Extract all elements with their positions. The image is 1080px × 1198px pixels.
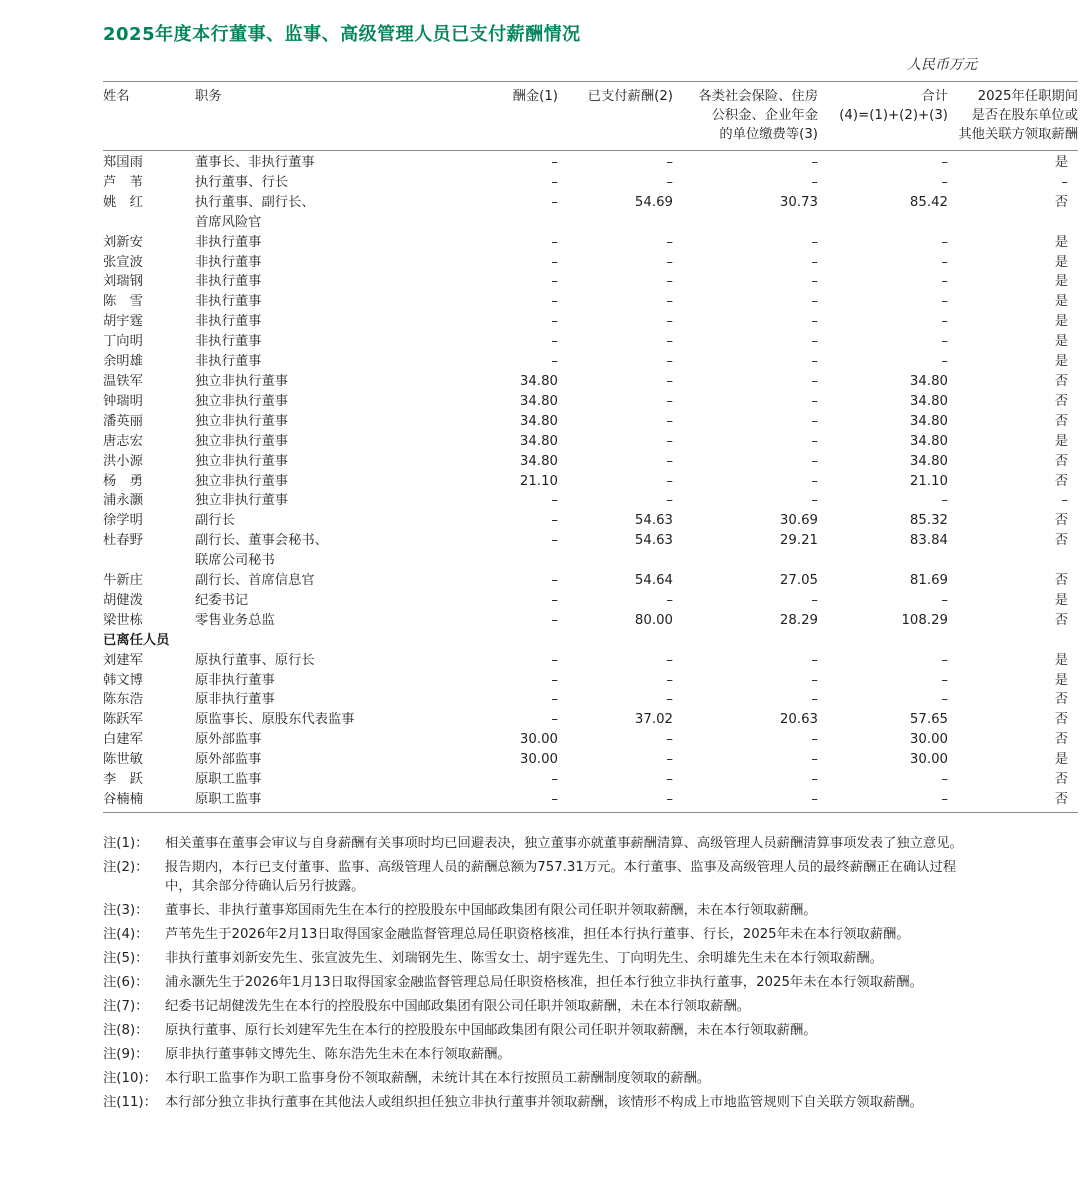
footnote <box>103 901 978 920</box>
cell-shareholder: 否 <box>1054 393 1068 409</box>
cell-name: 陈世敏 <box>103 752 143 768</box>
header-shareholder: 2025年任职期间 是否在股东单位或 其他关联方领取薪酬 <box>958 89 1078 142</box>
cell-fee: – <box>551 612 558 628</box>
footnote-label: 注(11)： <box>103 1095 157 1110</box>
cell-role: 独立非执行董事 <box>195 413 289 429</box>
table-row <box>103 491 1078 511</box>
table-row <box>103 671 1078 691</box>
cell-name: 丁向明 <box>103 334 143 350</box>
table-row <box>103 233 1078 253</box>
footnote-label: 注(5)： <box>103 951 149 966</box>
cell-role: 原非执行董事 <box>195 672 275 688</box>
cell-insurance: – <box>811 652 818 668</box>
currency-unit: 人民币万元 <box>907 57 977 73</box>
table-row <box>103 511 1078 531</box>
cell-name: 钟瑞明 <box>103 393 143 409</box>
table-row <box>103 352 1078 372</box>
cell-fee: 30.00 <box>519 732 558 748</box>
footnote <box>103 834 978 853</box>
cell-total: – <box>941 274 948 290</box>
table-row <box>103 272 1078 292</box>
cell-insurance: – <box>811 314 818 330</box>
cell-role: 独立非执行董事 <box>195 493 289 509</box>
cell-fee: – <box>551 772 558 788</box>
cell-name: 杜春野 <box>103 533 143 549</box>
cell-total: – <box>941 294 948 310</box>
cell-paid: – <box>666 493 673 509</box>
cell-shareholder: 否 <box>1054 453 1068 469</box>
table-row <box>103 292 1078 312</box>
footnote-label: 注(10)： <box>103 1071 157 1086</box>
cell-total: – <box>941 592 948 608</box>
cell-shareholder: 否 <box>1054 712 1068 728</box>
cell-shareholder: 是 <box>1054 254 1068 270</box>
section-label: 已离任人员 <box>103 632 170 648</box>
cell-total: – <box>941 254 948 270</box>
cell-fee: – <box>551 712 558 728</box>
table-row <box>103 730 1078 750</box>
footnote <box>103 1069 978 1088</box>
cell-name: 梁世栋 <box>103 612 143 628</box>
cell-name: 徐学明 <box>103 513 143 529</box>
cell-role: 执行董事、行长 <box>195 174 289 190</box>
footnote-text: 本行职工监事作为职工监事身份不领取薪酬，未统计其在本行按照员工薪酬制度领取的薪酬。 <box>165 1071 711 1086</box>
cell-role: 原非执行董事 <box>195 692 275 708</box>
cell-paid: – <box>666 314 673 330</box>
footnote <box>103 997 978 1016</box>
cell-role: 独立非执行董事 <box>195 373 289 389</box>
cell-total: – <box>941 692 948 708</box>
footnote-label: 注(8)： <box>103 1023 149 1038</box>
footnote <box>103 1021 978 1040</box>
cell-insurance: – <box>811 692 818 708</box>
cell-paid: – <box>666 592 673 608</box>
cell-total: 57.65 <box>909 712 948 728</box>
cell-paid: – <box>666 373 673 389</box>
cell-total: 34.80 <box>909 413 948 429</box>
cell-total: 34.80 <box>909 433 948 449</box>
header-fee: 酬金(1) <box>512 89 558 104</box>
cell-insurance: – <box>811 732 818 748</box>
cell-paid: – <box>666 692 673 708</box>
cell-paid: – <box>666 672 673 688</box>
cell-insurance: 30.73 <box>779 194 818 210</box>
cell-role: 独立非执行董事 <box>195 453 289 469</box>
footnote-label: 注(2)： <box>103 860 149 875</box>
cell-fee: – <box>551 274 558 290</box>
cell-name: 温铁军 <box>103 373 143 389</box>
cell-paid: 54.69 <box>634 194 673 210</box>
cell-shareholder: 否 <box>1054 373 1068 389</box>
cell-paid: – <box>666 254 673 270</box>
table-row <box>103 591 1078 611</box>
cell-shareholder: 是 <box>1054 274 1068 290</box>
cell-paid: 54.63 <box>634 513 673 529</box>
cell-shareholder: 是 <box>1054 672 1068 688</box>
table-row <box>103 432 1078 452</box>
cell-shareholder: 是 <box>1054 652 1068 668</box>
cell-name: 陈跃军 <box>103 712 143 728</box>
cell-shareholder: 否 <box>1054 792 1068 807</box>
footnote-text: 董事长、非执行董事郑国雨先生在本行的控股股东中国邮政集团有限公司任职并领取薪酬，未在本行领取薪酬。 <box>165 903 817 918</box>
cell-paid: – <box>666 174 673 190</box>
cell-total: – <box>941 334 948 350</box>
cell-shareholder: 是 <box>1054 752 1068 768</box>
cell-name: 李 跃 <box>103 772 143 788</box>
footnote <box>103 1093 978 1112</box>
table-row <box>103 193 1078 233</box>
cell-paid: – <box>666 453 673 469</box>
cell-role: 原监事长、原股东代表监事 <box>195 712 355 728</box>
footnote <box>103 973 978 992</box>
table-row <box>103 790 1078 812</box>
table-row <box>103 651 1078 671</box>
page-title: 2025年度本行董事、监事、高级管理人员已支付薪酬情况 <box>103 24 581 45</box>
cell-paid: 54.63 <box>634 533 673 549</box>
cell-name: 姚 红 <box>103 194 143 210</box>
cell-fee: – <box>551 254 558 270</box>
table-row <box>103 452 1078 472</box>
cell-insurance: – <box>811 234 818 250</box>
cell-insurance: – <box>811 772 818 788</box>
cell-insurance: – <box>811 493 818 509</box>
cell-insurance: – <box>811 354 818 370</box>
cell-role: 独立非执行董事 <box>195 393 289 409</box>
cell-name: 余明雄 <box>103 354 143 370</box>
cell-name: 牛新庄 <box>103 573 143 589</box>
cell-role: 原职工监事 <box>195 772 262 788</box>
cell-paid: – <box>666 752 673 768</box>
cell-insurance: 28.29 <box>779 612 818 628</box>
table-row <box>103 253 1078 273</box>
cell-total: 108.29 <box>901 612 948 628</box>
cell-shareholder: 否 <box>1054 194 1068 210</box>
cell-total: – <box>941 493 948 509</box>
footnote-label: 注(6)： <box>103 975 149 990</box>
cell-role: 原外部监事 <box>195 752 262 768</box>
cell-paid: – <box>666 473 673 489</box>
footnote <box>103 925 978 944</box>
table-row <box>103 690 1078 710</box>
cell-shareholder: 是 <box>1054 354 1068 370</box>
cell-role: 原职工监事 <box>195 792 262 807</box>
cell-paid: – <box>666 413 673 429</box>
cell-name: 陈 雪 <box>103 294 143 310</box>
cell-fee: – <box>551 294 558 310</box>
cell-fee: 34.80 <box>519 433 558 449</box>
footnote <box>103 949 978 968</box>
footnote-label: 注(3)： <box>103 903 149 918</box>
cell-total: 30.00 <box>909 752 948 768</box>
cell-fee: – <box>551 314 558 330</box>
cell-insurance: – <box>811 174 818 190</box>
footnote-text: 纪委书记胡健泼先生在本行的控股股东中国邮政集团有限公司任职并领取薪酬，未在本行领取薪酬。 <box>165 999 751 1014</box>
cell-paid: – <box>666 234 673 250</box>
footnote <box>103 858 978 896</box>
cell-insurance: – <box>811 752 818 768</box>
cell-fee: – <box>551 155 558 170</box>
cell-insurance: 27.05 <box>779 573 818 589</box>
cell-shareholder: 否 <box>1054 413 1068 429</box>
cell-fee: – <box>551 573 558 589</box>
cell-shareholder: – <box>1061 493 1068 509</box>
cell-shareholder: 否 <box>1054 612 1068 628</box>
table-row <box>103 472 1078 492</box>
cell-role: 非执行董事 <box>195 254 262 270</box>
footnote-text: 芦苇先生于2026年2月13日取得国家金融监督管理总局任职资格核准，担任本行执行董事、行长，2025年未在本行领取薪酬。 <box>165 927 910 942</box>
table-row <box>103 770 1078 790</box>
cell-total: – <box>941 652 948 668</box>
cell-total: 21.10 <box>909 473 948 489</box>
cell-name: 浦永灏 <box>103 493 143 509</box>
header-insurance: 各类社会保险、住房 公积金、企业年金 的单位缴费等(3) <box>698 89 818 142</box>
footnotes <box>103 834 978 1117</box>
table-header-row <box>103 82 1078 151</box>
table-row <box>103 571 1078 591</box>
cell-fee: – <box>551 174 558 190</box>
cell-fee: – <box>551 692 558 708</box>
table-row <box>103 611 1078 631</box>
cell-shareholder: 否 <box>1054 573 1068 589</box>
table-row <box>103 151 1078 173</box>
cell-name: 刘瑞钢 <box>103 274 143 290</box>
cell-fee: 34.80 <box>519 453 558 469</box>
cell-insurance: 29.21 <box>779 533 818 549</box>
footnote-label: 注(1)： <box>103 836 149 851</box>
cell-fee: – <box>551 792 558 807</box>
cell-insurance: – <box>811 433 818 449</box>
table-row <box>103 173 1078 193</box>
cell-paid: – <box>666 274 673 290</box>
cell-fee: – <box>551 533 558 549</box>
cell-fee: 34.80 <box>519 413 558 429</box>
cell-total: 34.80 <box>909 453 948 469</box>
cell-fee: – <box>551 354 558 370</box>
table-row <box>103 372 1078 392</box>
footnote-label: 注(9)： <box>103 1047 149 1062</box>
cell-paid: – <box>666 772 673 788</box>
cell-paid: – <box>666 393 673 409</box>
cell-paid: – <box>666 294 673 310</box>
cell-total: 85.42 <box>909 194 948 210</box>
cell-fee: – <box>551 672 558 688</box>
cell-role: 非执行董事 <box>195 354 262 370</box>
cell-total: – <box>941 792 948 807</box>
cell-insurance: – <box>811 334 818 350</box>
footnote <box>103 1045 978 1064</box>
footnote-text: 浦永灏先生于2026年1月13日取得国家金融监督管理总局任职资格核准，担任本行独立非执行董事，2025年未在本行领取薪酬。 <box>165 975 923 990</box>
table-row <box>103 332 1078 352</box>
cell-role: 零售业务总监 <box>195 612 275 628</box>
cell-insurance: – <box>811 254 818 270</box>
cell-shareholder: 是 <box>1054 314 1068 330</box>
cell-shareholder: 否 <box>1054 772 1068 788</box>
cell-insurance: – <box>811 274 818 290</box>
cell-name: 白建军 <box>103 732 143 748</box>
cell-name: 刘新安 <box>103 234 143 250</box>
cell-name: 张宣波 <box>103 254 143 270</box>
cell-role: 纪委书记 <box>195 592 249 608</box>
cell-paid: – <box>666 732 673 748</box>
cell-fee: 34.80 <box>519 373 558 389</box>
cell-name: 郑国雨 <box>103 155 143 170</box>
cell-shareholder: 否 <box>1054 533 1068 549</box>
footnote-text: 相关董事在董事会审议与自身薪酬有关事项时均已回避表决，独立董事亦就董事薪酬清算、高级管理人员薪酬清算事项发表了独立意见。 <box>165 836 963 851</box>
cell-shareholder: 是 <box>1054 155 1068 170</box>
cell-role: 副行长 <box>195 513 235 529</box>
table-row <box>103 531 1078 571</box>
cell-insurance: 20.63 <box>779 712 818 728</box>
cell-shareholder: – <box>1061 174 1068 190</box>
cell-insurance: – <box>811 672 818 688</box>
section-row <box>103 631 1078 651</box>
cell-paid: 37.02 <box>634 712 673 728</box>
cell-total: 83.84 <box>909 533 948 549</box>
cell-paid: – <box>666 354 673 370</box>
cell-insurance: – <box>811 294 818 310</box>
cell-shareholder: 否 <box>1054 692 1068 708</box>
cell-total: – <box>941 354 948 370</box>
cell-insurance: – <box>811 792 818 807</box>
cell-role: 独立非执行董事 <box>195 473 289 489</box>
cell-total: – <box>941 772 948 788</box>
cell-role: 非执行董事 <box>195 274 262 290</box>
cell-fee: – <box>551 194 558 210</box>
table-row <box>103 710 1078 730</box>
cell-shareholder: 否 <box>1054 473 1068 489</box>
header-role: 职务 <box>195 89 222 104</box>
cell-paid: – <box>666 652 673 668</box>
cell-insurance: – <box>811 592 818 608</box>
cell-fee: 21.10 <box>519 473 558 489</box>
cell-name: 潘英丽 <box>103 413 143 429</box>
cell-fee: – <box>551 513 558 529</box>
cell-total: – <box>941 174 948 190</box>
cell-role: 非执行董事 <box>195 294 262 310</box>
cell-shareholder: 是 <box>1054 294 1068 310</box>
cell-shareholder: 是 <box>1054 592 1068 608</box>
cell-name: 陈东浩 <box>103 692 143 708</box>
table-body <box>103 151 1078 813</box>
cell-total: 85.32 <box>909 513 948 529</box>
cell-name: 洪小源 <box>103 453 143 469</box>
cell-insurance: – <box>811 453 818 469</box>
header-paid: 已支付薪酬(2) <box>587 89 673 104</box>
cell-name: 胡宇霆 <box>103 314 143 330</box>
footnote-text: 报告期内，本行已支付董事、监事、高级管理人员的薪酬总额为757.31万元。本行董事、监事及高级管理人员的最终薪酬正在确认过程中，其余部分待确认后另行披露。 <box>165 860 957 894</box>
cell-name: 唐志宏 <box>103 433 143 449</box>
cell-shareholder: 否 <box>1054 732 1068 748</box>
cell-fee: – <box>551 592 558 608</box>
cell-role: 董事长、非执行董事 <box>195 155 315 170</box>
cell-shareholder: 是 <box>1054 234 1068 250</box>
cell-total: 81.69 <box>909 573 948 589</box>
cell-total: 34.80 <box>909 393 948 409</box>
cell-paid: – <box>666 433 673 449</box>
cell-insurance: – <box>811 473 818 489</box>
cell-insurance: – <box>811 393 818 409</box>
cell-fee: – <box>551 234 558 250</box>
table-row <box>103 750 1078 770</box>
footnote-label: 注(7)： <box>103 999 149 1014</box>
cell-insurance: – <box>811 155 818 170</box>
cell-fee: 30.00 <box>519 752 558 768</box>
cell-insurance: 30.69 <box>779 513 818 529</box>
header-total: 合计 (4)=(1)+(2)+(3) <box>839 89 948 123</box>
cell-paid: – <box>666 155 673 170</box>
cell-total: – <box>941 314 948 330</box>
cell-shareholder: 是 <box>1054 334 1068 350</box>
cell-paid: 54.64 <box>634 573 673 589</box>
cell-role: 非执行董事 <box>195 234 262 250</box>
cell-paid: 80.00 <box>634 612 673 628</box>
cell-total: – <box>941 234 948 250</box>
cell-name: 胡健泼 <box>103 592 143 608</box>
cell-role: 副行长、首席信息官 <box>195 573 315 589</box>
cell-role: 独立非执行董事 <box>195 433 289 449</box>
cell-role: 原外部监事 <box>195 732 262 748</box>
header-name: 姓名 <box>103 89 130 104</box>
cell-role: 非执行董事 <box>195 334 262 350</box>
cell-paid: – <box>666 792 673 807</box>
cell-name: 刘建军 <box>103 652 143 668</box>
cell-total: 34.80 <box>909 373 948 389</box>
cell-paid: – <box>666 334 673 350</box>
table-row <box>103 392 1078 412</box>
compensation-table <box>103 81 1078 813</box>
cell-shareholder: 是 <box>1054 433 1068 449</box>
cell-name: 杨 勇 <box>103 473 143 489</box>
table-row <box>103 312 1078 332</box>
cell-insurance: – <box>811 373 818 389</box>
cell-name: 芦 苇 <box>103 174 143 190</box>
cell-fee: 34.80 <box>519 393 558 409</box>
footnote-label: 注(4)： <box>103 927 149 942</box>
cell-fee: – <box>551 493 558 509</box>
cell-role: 执行董事、副行长、 首席风险官 <box>195 194 315 230</box>
footnote-text: 非执行董事刘新安先生、张宣波先生、刘瑞钢先生、陈雪女士、胡宇霆先生、丁向明先生、余明雄先生未在本行领取薪酬。 <box>165 951 884 966</box>
footnote-text: 原执行董事、原行长刘建军先生在本行的控股股东中国邮政集团有限公司任职并领取薪酬，未在本行领取薪酬。 <box>165 1023 817 1038</box>
footnote-text: 本行部分独立非执行董事在其他法人或组织担任独立非执行董事并领取薪酬，该情形不构成上市地监管规则下自关联方领取薪酬。 <box>165 1095 923 1110</box>
cell-fee: – <box>551 334 558 350</box>
cell-role: 副行长、董事会秘书、 联席公司秘书 <box>195 533 328 569</box>
cell-shareholder: 否 <box>1054 513 1068 529</box>
table-row <box>103 412 1078 432</box>
cell-role: 原执行董事、原行长 <box>195 652 315 668</box>
cell-name: 谷楠楠 <box>103 792 143 807</box>
cell-name: 韩文博 <box>103 672 143 688</box>
cell-total: 30.00 <box>909 732 948 748</box>
footnote-text: 原非执行董事韩文博先生、陈东浩先生未在本行领取薪酬。 <box>165 1047 511 1062</box>
cell-total: – <box>941 672 948 688</box>
cell-insurance: – <box>811 413 818 429</box>
cell-total: – <box>941 155 948 170</box>
cell-fee: – <box>551 652 558 668</box>
cell-role: 非执行董事 <box>195 314 262 330</box>
